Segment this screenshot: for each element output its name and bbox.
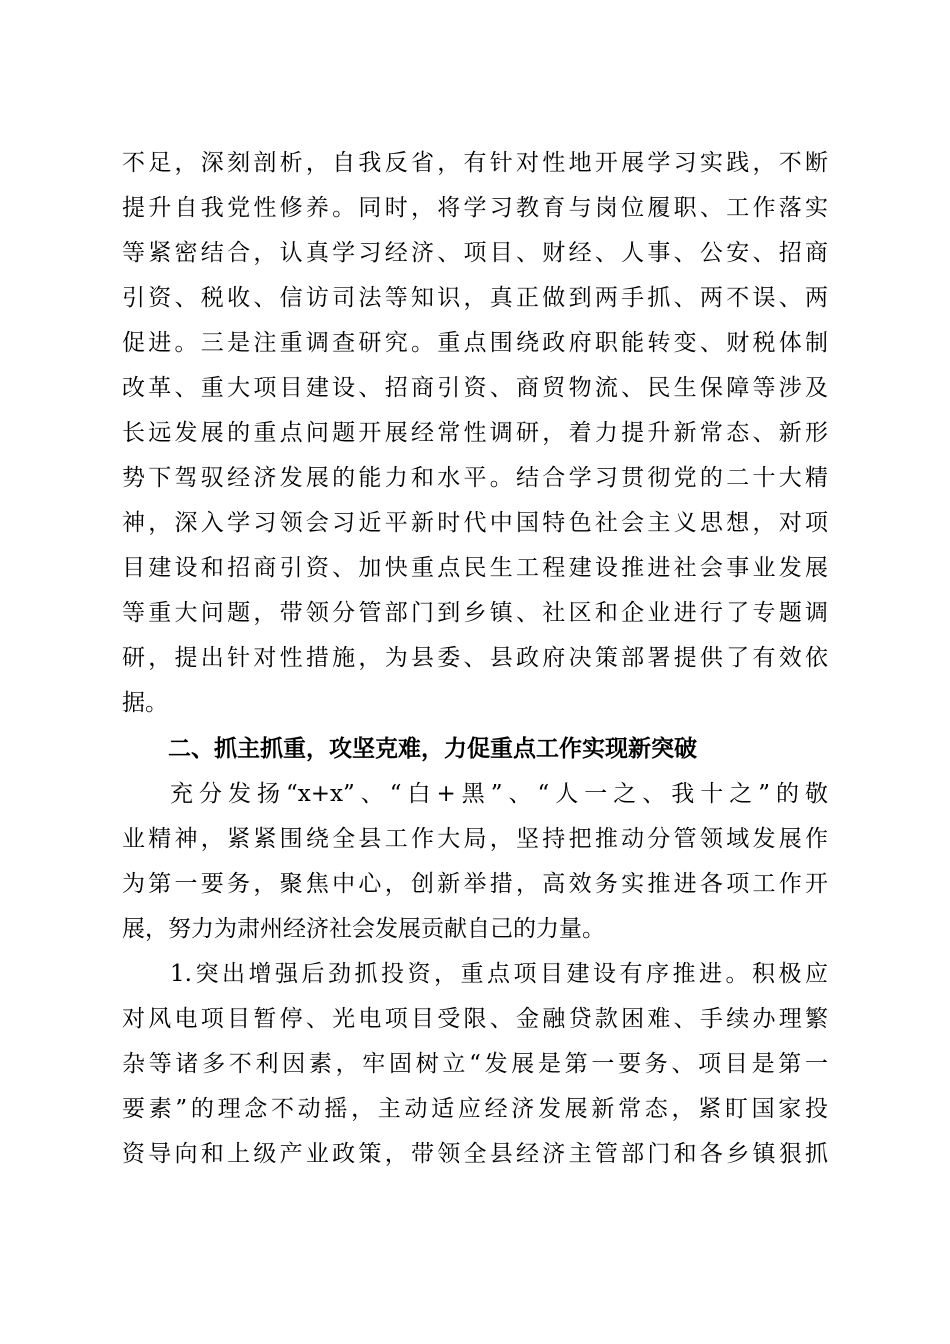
paragraph-line: 据。 — [122, 690, 168, 716]
paragraph-line: 提升自我党性修养。同时，将学习教育与岗位履职、工作落实 — [122, 195, 828, 221]
paragraph-line: 目建设和招商引资、加快重点民生工程建设推进社会事业发展 — [122, 555, 828, 581]
paragraph-line: 对风电项目暂停、光电项目受限、金融贷款困难、手续办理繁 — [122, 1006, 828, 1032]
paragraph-line: 为第一要务，聚焦中心，创新举措，高效务实推进各项工作开 — [122, 871, 828, 897]
paragraph-line: 不足，深刻剖析，自我反省，有针对性地开展学习实践，不断 — [122, 150, 828, 176]
paragraph-line: 长远发展的重点问题开展经常性调研，着力提升新常态、新形 — [122, 420, 828, 446]
paragraph-line: 要素”的理念不动摇，主动适应经济发展新常态，紧盯国家投 — [122, 1096, 828, 1122]
paragraph-line: 杂等诸多不利因素，牢固树立“发展是第一要务、项目是第一 — [122, 1051, 828, 1077]
paragraph-line: 研，提出针对性措施，为县委、县政府决策部署提供了有效依 — [122, 645, 828, 671]
section-heading: 二、抓主抓重，攻坚克难，力促重点工作实现新突破 — [168, 736, 697, 762]
paragraph-line: 等紧密结合，认真学习经济、项目、财经、人事、公安、招商 — [122, 240, 828, 266]
paragraph-line: 业精神，紧紧围绕全县工作大局，坚持把推动分管领域发展作 — [122, 826, 828, 852]
paragraph-line: 等重大问题，带领分管部门到乡镇、社区和企业进行了专题调 — [122, 600, 828, 626]
paragraph-line: 势下驾驭经济发展的能力和水平。结合学习贯彻党的二十大精 — [122, 465, 828, 491]
paragraph-line: 充分发扬“x+x”、“白+黑”、“人一之、我十之”的敬 — [170, 781, 828, 807]
paragraph-line: 引资、税收、信访司法等知识，真正做到两手抓、两不误、两 — [122, 285, 828, 311]
paragraph-line: 促进。三是注重调查研究。重点围绕政府职能转变、财税体制 — [122, 330, 828, 356]
paragraph-line: 1.突出增强后劲抓投资，重点项目建设有序推进。积极应 — [170, 961, 828, 987]
paragraph-line: 展，努力为肃州经济社会发展贡献自己的力量。 — [122, 916, 605, 942]
paragraph-line: 神，深入学习领会习近平新时代中国特色社会主义思想，对项 — [122, 510, 828, 536]
paragraph-line: 资导向和上级产业政策，带领全县经济主管部门和各乡镇狠抓 — [122, 1141, 828, 1167]
paragraph-line: 改革、重大项目建设、招商引资、商贸物流、民生保障等涉及 — [122, 375, 828, 401]
